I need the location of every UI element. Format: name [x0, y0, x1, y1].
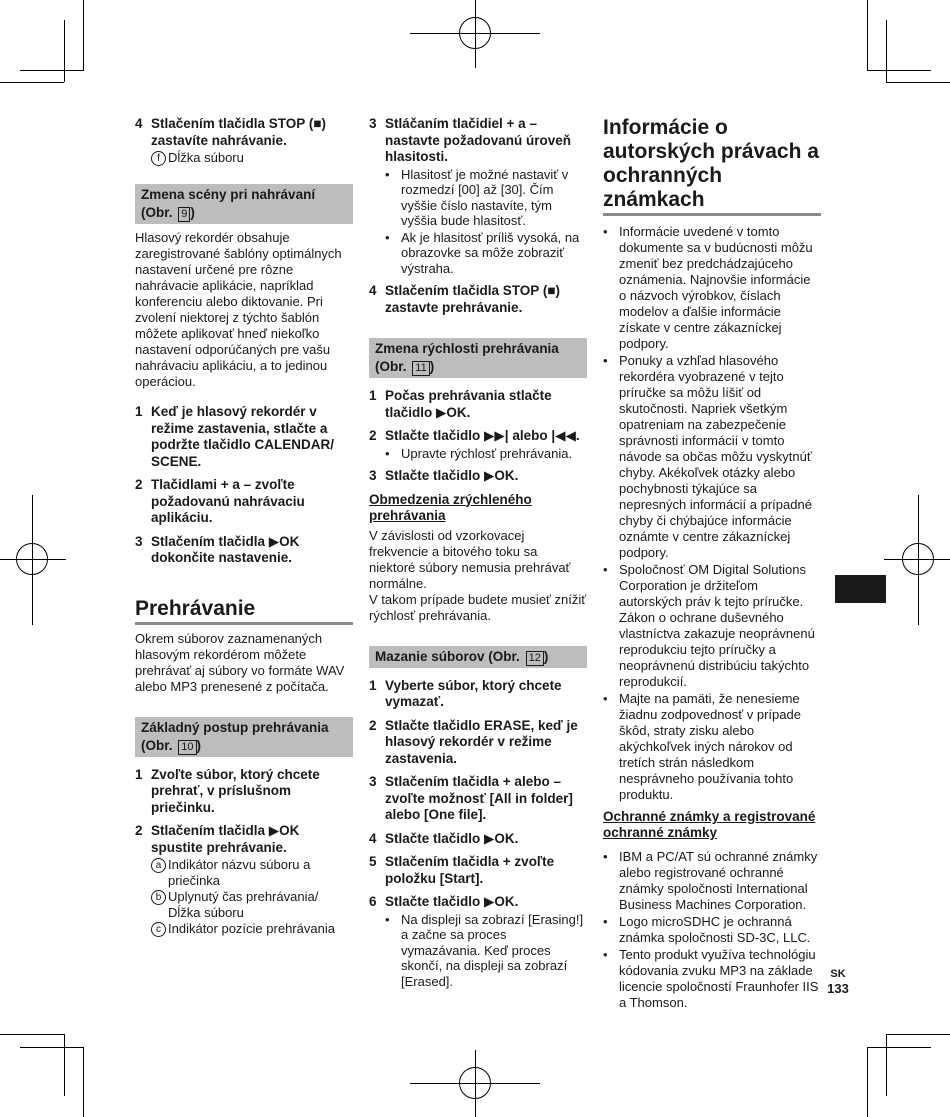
bullet-item: • Logo microSDHC je ochranná známka spoločnosti SD-3C, LLC.: [603, 914, 811, 945]
speed-step-1: 1 Počas prehrávania stlačte tlačidlo ▶OK.: [369, 388, 552, 420]
indicator-file-length: f Dĺžka súboru: [151, 150, 353, 166]
column-right: [603, 116, 821, 1011]
column-middle: [369, 116, 587, 996]
bullet-item: • Ponuky a vzhľad hlasového rekordéra vyobrazené v tejto príručke sa môžu líšiť od skutočnosti. Napriek všetkým opatreniam na zabezpečenie správnosti informácií v tomto návode sa občas môžu vyskytnúť chyby. Akékoľvek otázky alebo pochybnosti týkajúce sa nepresných informácií a prípadné chyby či chýbajúce informácie oznámte v centre zákazníckej podpory.: [603, 353, 812, 560]
trademark-heading: Ochranné známky a registrované ochranné známky: [603, 809, 816, 840]
bullet-item: • Spoločnosť OM Digital Solutions Corporation je držiteľom autorských práv k tejto príručke. Zákon o ochrane duševného vlastníctva zakazuje neoprávnenú reprodukciu tejto príručky a neoprávnenú distribúciu takýchto reprodukcií.: [603, 562, 815, 689]
figure-ref-12: 12: [526, 651, 544, 666]
indicator-playback-position: c Indikátor pozície prehrávania: [151, 921, 353, 937]
figure-ref-9: 9: [178, 207, 190, 222]
speed-step-3: 3 Stlačte tlačidlo ▶OK.: [369, 468, 519, 483]
copyright-heading: Informácie o autorských právach a ochranných známkach: [603, 116, 821, 216]
scene-step-1: 1 Keď je hlasový rekordér v režime zastavenia, stlačte a podržte tlačidlo CALENDAR/ SCENE.: [135, 404, 335, 469]
delete-step-2: 2 Stlačte tlačidlo ERASE, keď je hlasový rekordér v režime zastavenia.: [369, 717, 578, 766]
section-bar-scene: Zmena scény pri nahrávaní (Obr. 9 ): [135, 184, 353, 224]
indicator-file-folder: a Indikátor názvu súboru a priečinka: [151, 857, 353, 888]
bullet-item: • Hlasitosť je možné nastaviť v rozmedzí [00] až [30]. Čím vyššie číslo nastavíte, tým vyššia bude hlasitosť.: [385, 166, 569, 228]
delete-step-1: 1 Vyberte súbor, ktorý chcete vymazať.: [369, 677, 562, 709]
figure-ref-11: 11: [412, 361, 429, 376]
bullet-item: • Ak je hlasitosť príliš vysoká, na obrazovke sa môže zobraziť výstraha.: [385, 229, 580, 276]
limits-heading: Obmedzenia zrýchleného prehrávania: [369, 491, 532, 523]
bullet-item: • IBM a PC/AT sú ochranné známky alebo registrované ochranné známky spoločnosti International Business Machines Corporation.: [603, 849, 818, 912]
language-tab-marker: [835, 575, 886, 603]
bullet-item: • Majte na pamäti, že nenesieme žiadnu zodpovednosť v prípade škôd, straty zisku alebo akýchkoľvek iných nárokov od tretích strán následkom nesprávneho používania tohto produktu.: [603, 691, 801, 802]
column-left: [135, 116, 353, 944]
speed-step-2: 2 Stlačte tlačidlo ▶▶| alebo |◀◀. • Upravte rýchlosť prehrávania.: [369, 428, 587, 461]
scene-paragraph: Hlasový rekordér obsahuje zaregistrované šablóny optimálnych nastavení určené pre rôzne nahrávacie aplikácie, napríklad konferenciu alebo diktovanie. Pri zvolení niektorej z týchto šablón môžete aplikovať hneď niekoľko nastavení odporúčaných pre vašu nahrávaciu aplikáciu, a to jedinou operáciou.: [135, 230, 342, 389]
delete-step-4: 4 Stlačte tlačidlo ▶OK.: [369, 830, 519, 846]
volume-step-3: 3 Stláčaním tlačidiel + a – nastavte požadovanú úroveň hlasitosti. • Hlasitosť je možné nastaviť v rozmedzí [00] až [30]. Čím vyššie číslo nastavíte, tým vyššia bude hlasitosť. • Ak je hlasitosť príliš vysoká, na obrazovke sa môže zobraziť výstraha.: [369, 116, 587, 276]
section-bar-delete: Mazanie súborov (Obr. 12 ): [369, 646, 587, 668]
delete-step-5: 5 Stlačením tlačidla + zvoľte položku [Start].: [369, 854, 555, 886]
volume-step-4: 4 Stlačením tlačidla STOP (■) zastavte prehrávanie.: [369, 283, 560, 315]
scene-step-3: 3 Stlačením tlačidla ▶OK dokončite nastavenie.: [135, 533, 300, 565]
page-footer: [826, 967, 850, 997]
delete-step-6: 6 Stlačte tlačidlo ▶OK. • Na displeji sa zobrazí [Erasing!] a začne sa proces vymazávania. Keď proces skončí, na displeji sa zobrazí [Erased].: [369, 894, 587, 989]
playback-paragraph: Okrem súborov zaznamenaných hlasovým rekordérom môžete prehrávať aj súbory vo formáte WAV alebo MP3 prenesené z počítača.: [135, 630, 345, 694]
page-number: 133: [827, 981, 849, 996]
bullet-item: • Informácie uvedené v tomto dokumente sa v budúcnosti môžu zmeniť bez predchádzajúceho oznámenia. Najnovšie informácie o názvoch výrobkov, číslach modelov a ďalšie informácie získate v centre zákazníckej podpory.: [603, 224, 813, 351]
delete-step-3: 3 Stlačením tlačidla + alebo – zvoľte možnosť [All in folder] alebo [One file].: [369, 774, 573, 822]
basic-step-2: 2 Stlačením tlačidla ▶OK spustite prehrávanie. a Indikátor názvu súboru a priečinka b Uplynutý čas prehrávania/ Dĺžka súboru c Indikátor pozície prehrávania: [135, 823, 353, 937]
indicator-elapsed-time: b Uplynutý čas prehrávania/ Dĺžka súboru: [151, 889, 353, 920]
playback-heading: Prehrávanie: [135, 597, 353, 625]
section-bar-speed: Zmena rýchlosti prehrávania (Obr. 11 ): [369, 338, 587, 378]
page-language: SK: [830, 968, 846, 980]
recording-step-4: 4 Stlačením tlačidla STOP (■) zastavíte nahrávanie. f Dĺžka súboru: [135, 116, 353, 166]
figure-ref-10: 10: [178, 740, 196, 755]
bullet-item: • Na displeji sa zobrazí [Erasing!] a začne sa proces vymazávania. Keď proces skončí, na displeji sa zobrazí [Erased].: [385, 911, 584, 989]
bullet-item: • Upravte rýchlosť prehrávania.: [385, 445, 573, 461]
limits-paragraph: V závislosti od vzorkovacej frekvencie a bitového toku sa niektoré súbory nemusia prehrávať normálne. V takom prípade budete musieť znížiť rýchlosť prehrávania.: [369, 527, 587, 623]
bullet-item: • Tento produkt využíva technológiu kódovania zvuku MP3 na základe licencie spoločností Fraunhofer IIS a Thomson.: [603, 947, 819, 1010]
section-bar-basic-playback: Základný postup prehrávania (Obr. 10 ): [135, 717, 353, 757]
basic-step-1: 1 Zvoľte súbor, ktorý chcete prehrať, v príslušnom priečinku.: [135, 766, 320, 815]
scene-step-2: 2 Tlačidlami + a – zvoľte požadovanú nahrávaciu aplikáciu.: [135, 477, 305, 525]
